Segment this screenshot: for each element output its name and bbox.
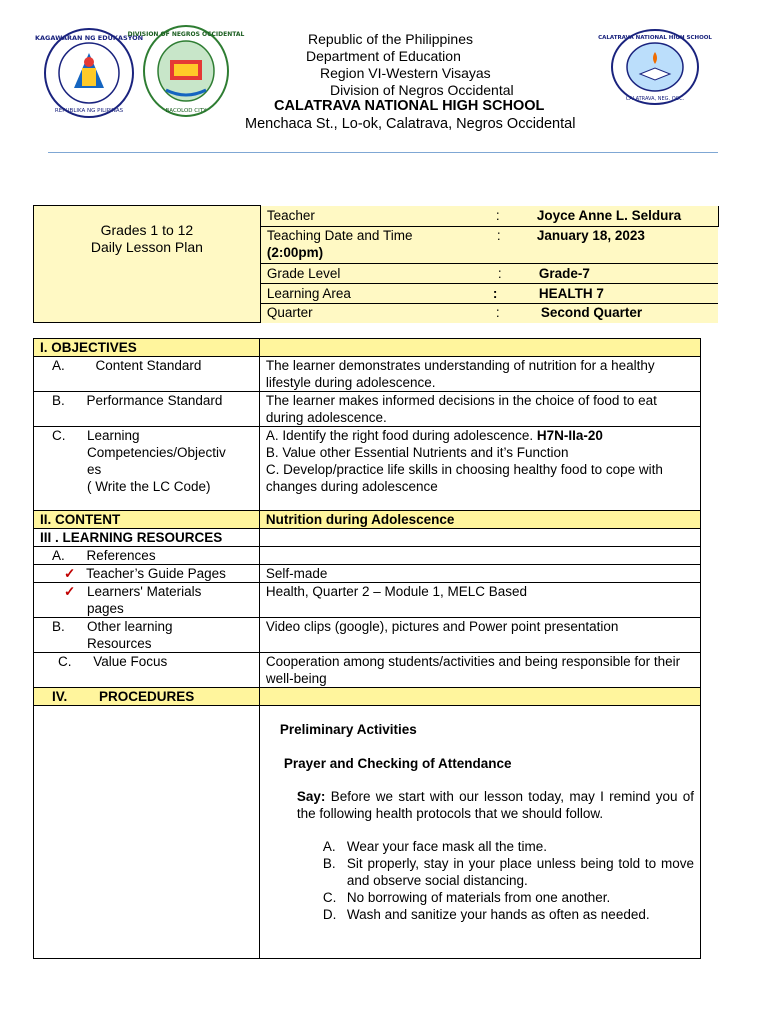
teacher-label: Teacher (266, 207, 315, 223)
deped-seal-text: KAGAWARAN NG EDUKASYON (34, 34, 144, 42)
teachers-guide-text: Self-made (259, 565, 700, 583)
info-table (33, 205, 718, 323)
competencies-label-2: Competencies/Objectiv (87, 445, 226, 460)
protocol-item (323, 889, 694, 906)
competencies-label-1: Learning (87, 428, 140, 443)
area-label: Learning Area (266, 285, 351, 301)
performance-label: Performance Standard (86, 393, 223, 408)
value-focus-cell (34, 653, 260, 688)
value-focus-text: Cooperation among students/activities and being responsible for their well-being (259, 653, 700, 688)
division-seal-text: DIVISION OF NEGROS OCCIDENTAL (127, 31, 245, 38)
performance-letter: B. (52, 393, 65, 408)
protocol-item (323, 855, 694, 889)
quarter-colon: : (495, 304, 500, 320)
learners-materials-label-2: pages (87, 601, 124, 616)
procedures-heading (34, 688, 260, 706)
performance-standard-cell (34, 392, 260, 427)
teacher-colon: : (495, 207, 500, 223)
competencies-letter: C. (52, 428, 66, 443)
quarter-label: Quarter (266, 304, 313, 320)
division-seal-subtext: BACOLOD CITY (165, 108, 207, 114)
protocol-item (323, 906, 694, 923)
procedures-label: PROCEDURES (99, 689, 195, 704)
competencies-cell (34, 427, 260, 511)
competencies-label-3: es (87, 462, 102, 477)
letterhead-line: Region VI-Western Visayas (320, 65, 491, 81)
say-label: Say: (296, 789, 326, 804)
teachers-guide-label: Teacher’s Guide Pages (86, 566, 226, 581)
prayer-heading: Prayer and Checking of Attendance (283, 756, 512, 771)
protocol-letter: C. (322, 890, 337, 905)
plan-title-grades: Grades 1 to 12 (100, 222, 194, 238)
date-colon: : (496, 227, 501, 243)
content-standard-label: Content Standard (95, 358, 202, 373)
school-address: Menchaca St., Lo-ok, Calatrava, Negros Occidental (245, 116, 576, 132)
objectives-heading: I. OBJECTIVES (34, 339, 260, 357)
learners-materials-cell (34, 583, 260, 618)
letterhead-line: Department of Education (306, 48, 461, 64)
other-resources-text: Video clips (google), pictures and Power point presentation (259, 618, 700, 653)
other-resources-letter: B. (52, 619, 65, 634)
other-resources-cell (34, 618, 260, 653)
time-value: (2:00pm) (266, 244, 324, 260)
date-label: Teaching Date and Time (266, 227, 413, 243)
say-text: Before we start with our lesson today, may I remind you of the following health protocols that we should follow. (296, 789, 694, 821)
procedures-number: IV. (52, 689, 68, 704)
protocol-text: No borrowing of materials from one another. (346, 890, 611, 905)
references-cell (34, 547, 260, 565)
learners-materials-label-1: Learners' Materials (87, 584, 202, 599)
protocol-text: Wear your face mask all the time. (346, 839, 547, 854)
procedures-content (259, 706, 700, 959)
teachers-guide-cell (34, 565, 260, 583)
header-divider (48, 152, 718, 153)
plan-title-dlp: Daily Lesson Plan (90, 239, 203, 255)
date-value: January 18, 2023 (536, 227, 645, 243)
grade-value: Grade-7 (538, 265, 590, 281)
grade-label: Grade Level (266, 265, 341, 281)
content-heading: II. CONTENT (34, 511, 260, 529)
deped-seal (34, 28, 144, 118)
content-standard-letter: A. (52, 358, 65, 373)
competency-a: A. Identify the right food during adolescence. (265, 428, 534, 443)
competency-c: C. Develop/practice life skills in choosing healthy food to cope with changes during adolescence (265, 462, 663, 494)
competency-b: B. Value other Essential Nutrients and it’s Function (265, 445, 569, 460)
lc-code: H7N-IIa-20 (536, 428, 603, 443)
teacher-value: Joyce Anne L. Seldura (536, 207, 682, 223)
protocol-letter: D. (322, 907, 337, 922)
school-seal-subtext: CALATRAVA, NEG. OCC. (625, 96, 685, 102)
check-icon: ✓ (64, 584, 76, 599)
school-seal (598, 28, 712, 106)
other-resources-label-2: Resources (87, 636, 152, 651)
protocol-list (323, 838, 694, 923)
letterhead-line: Republic of the Philippines (308, 31, 473, 47)
school-name: CALATRAVA NATIONAL HIGH SCHOOL (274, 98, 545, 114)
learners-materials-text: Health, Quarter 2 – Module 1, MELC Based (259, 583, 700, 618)
say-paragraph (297, 788, 694, 822)
content-standard-cell (34, 357, 260, 392)
quarter-value: Second Quarter (540, 304, 643, 320)
other-resources-label-1: Other learning (87, 619, 173, 634)
deped-seal-subtext: REPUBLIKA NG PILIPINAS (54, 108, 124, 114)
area-colon: : (492, 285, 498, 301)
preliminary-heading: Preliminary Activities (279, 722, 417, 737)
protocol-item (323, 838, 694, 855)
resources-heading: III . LEARNING RESOURCES (34, 529, 260, 547)
references-letter: A. (52, 548, 65, 563)
value-focus-label: Value Focus (93, 654, 168, 669)
plan-table (33, 338, 701, 959)
area-value: HEALTH 7 (538, 285, 604, 301)
content-standard-text: The learner demonstrates understanding of nutrition for a healthy lifestyle during adolescence. (259, 357, 700, 392)
protocol-text: Sit properly, stay in your place unless being told to move and observe social distancing. (346, 856, 694, 888)
school-seal-text: CALATRAVA NATIONAL HIGH SCHOOL (598, 35, 712, 41)
protocol-letter: B. (322, 856, 336, 871)
content-topic: Nutrition during Adolescence (259, 511, 700, 529)
performance-standard-text: The learner makes informed decisions in the choice of food to eat during adolescence. (259, 392, 700, 427)
competencies-text (259, 427, 700, 511)
division-seal (127, 24, 245, 118)
protocol-letter: A. (322, 839, 336, 854)
check-icon: ✓ (64, 566, 76, 581)
letterhead-line: Division of Negros Occidental (330, 82, 514, 98)
plan-title-cell (34, 206, 261, 323)
value-focus-letter: C. (58, 654, 72, 669)
protocol-text: Wash and sanitize your hands as often as needed. (346, 907, 650, 922)
competencies-label-4: ( Write the LC Code) (87, 479, 211, 494)
grade-colon: : (497, 265, 502, 281)
references-label: References (86, 548, 156, 563)
